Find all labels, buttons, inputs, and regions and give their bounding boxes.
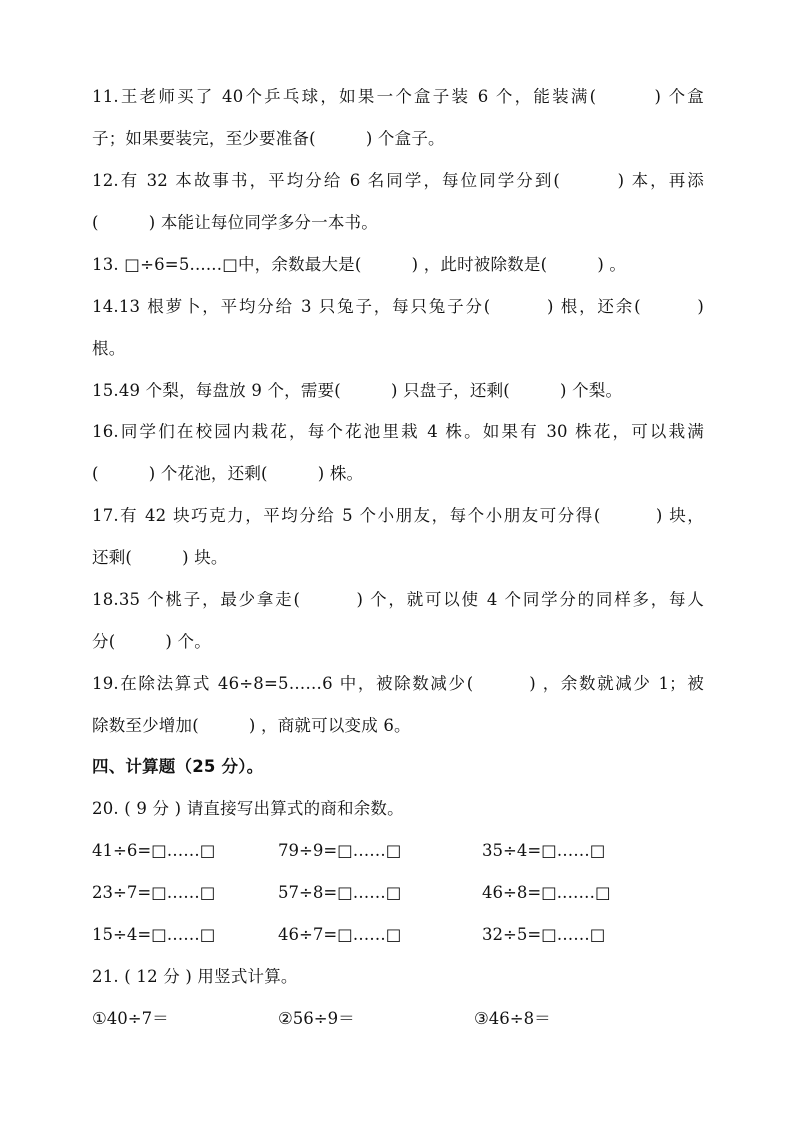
question-11-line-2: 子；如果要装完，至少要准备( ) 个盒子。 — [92, 129, 445, 148]
question-14-line-2: 根。 — [92, 339, 126, 358]
question-13-line-1: 13. □÷6=5......□中，余数最大是( ) ，此时被除数是( ) 。 — [92, 255, 627, 274]
question-18-line-1: 18.35 个桃子，最少拿走( ) 个，就可以使 4 个同学分的同样多，每人 — [92, 590, 704, 609]
q20-item-4: 23÷7=□……□ — [92, 883, 216, 902]
question-12-line-1: 12.有 32 本故事书，平均分给 6 名同学，每位同学分到( ) 本，再添 — [92, 171, 704, 190]
q20-item-6: 46÷8=□.……□ — [482, 883, 611, 902]
question-12-line-2: ( ) 本能让每位同学多分一本书。 — [92, 213, 378, 232]
q20-item-9: 32÷5=□……□ — [482, 925, 606, 944]
q20-item-2: 79÷9=□……□ — [278, 841, 402, 860]
question-17-line-1: 17.有 42 块巧克力，平均分给 5 个小朋友，每个小朋友可分得( ) 块， — [92, 506, 704, 525]
question-19-line-2: 除数至少增加( ) ，商就可以变成 6。 — [92, 716, 411, 735]
q20-item-7: 15÷4=□……□ — [92, 925, 216, 944]
q21-item-1: ①40÷7＝ — [92, 1009, 169, 1028]
question-21-title: 21. ( 12 分 ) 用竖式计算。 — [92, 967, 298, 986]
question-15-line-1: 15.49 个梨，每盘放 9 个，需要( ) 只盘子，还剩( ) 个梨。 — [92, 381, 623, 400]
q20-item-1: 41÷6=□……□ — [92, 841, 216, 860]
q20-item-5: 57÷8=□……□ — [278, 883, 402, 902]
question-11-line-1: 11.王老师买了 40个乒乓球，如果一个盒子装 6 个，能装满( ) 个盒 — [92, 87, 704, 106]
question-16-line-1: 16.同学们在校园内栽花，每个花池里栽 4 株。如果有 30 株花，可以栽满 — [92, 422, 704, 441]
question-16-line-2: ( ) 个花池，还剩( ) 株。 — [92, 464, 364, 483]
question-19-line-1: 19.在除法算式 46÷8=5……6 中，被除数减少( ) ，余数就减少 1；被 — [92, 674, 704, 693]
question-17-line-2: 还剩( ) 块。 — [92, 548, 228, 567]
q20-item-8: 46÷7=□……□ — [278, 925, 402, 944]
q21-item-2: ②56÷9＝ — [278, 1009, 355, 1028]
q20-item-3: 35÷4=□……□ — [482, 841, 606, 860]
question-14-line-1: 14.13 根萝卜，平均分给 3 只兔子，每只兔子分( ) 根，还余( ) — [92, 297, 704, 316]
question-20-title: 20. ( 9 分 ) 请直接写出算式的商和余数。 — [92, 799, 404, 818]
q21-item-3: ③46÷8＝ — [474, 1009, 551, 1028]
section-heading: 四、计算题（25 分）。 — [92, 757, 264, 776]
question-18-line-2: 分( ) 个。 — [92, 632, 211, 651]
